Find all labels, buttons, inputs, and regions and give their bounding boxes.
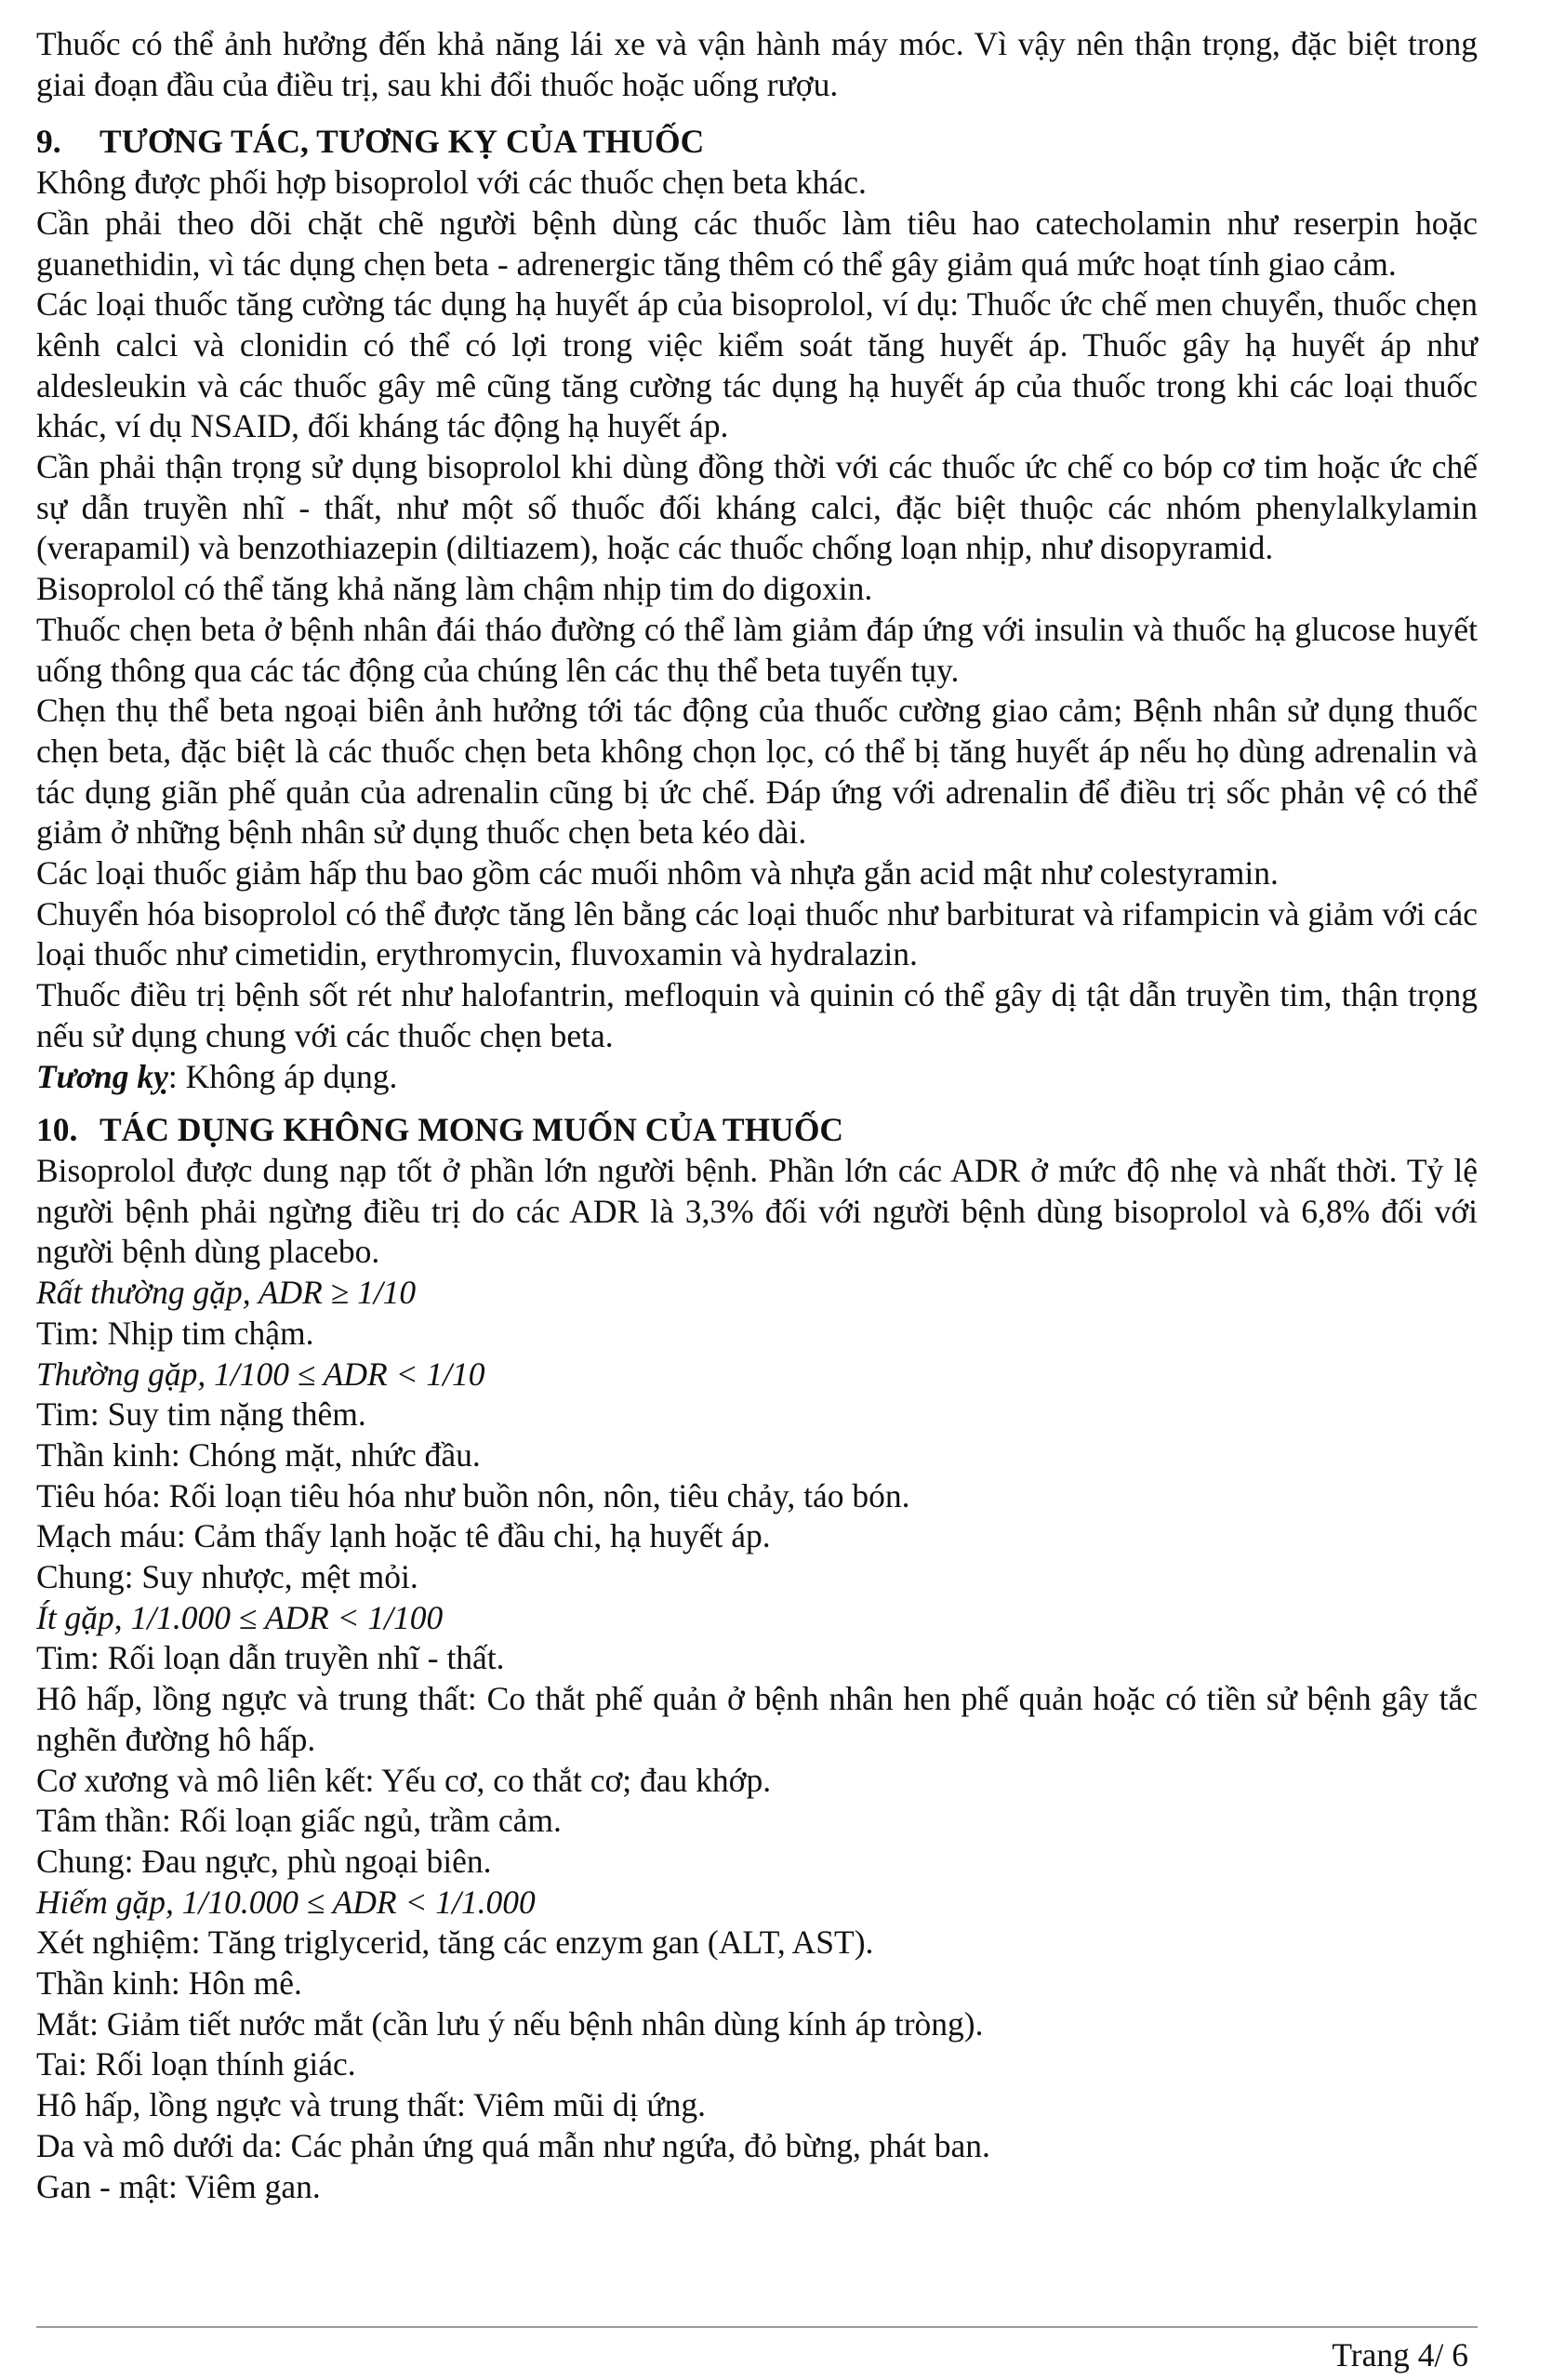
s9-paragraph-9: Chuyển hóa bisoprolol có thể được tăng lên bằng các loại thuốc như barbiturat và rifampicin và giảm với các loại thuốc như cimetidin, erythromycin, fluvoxamin và hydralazin. (36, 894, 1478, 973)
adr-item: Mạch máu: Cảm thấy lạnh hoặc tê đầu chi, hạ huyết áp. (36, 1517, 771, 1555)
s9-paragraph-6: Thuốc chẹn beta ở bệnh nhân đái tháo đường có thể làm giảm đáp ứng với insulin và thuốc hạ glucose huyết uống thông qua các tác động của chúng lên các thụ thể beta tuyến tụy. (36, 610, 1478, 689)
adr-item: Da và mô dưới da: Các phản ứng quá mẫn như ngứa, đỏ bừng, phát ban. (36, 2126, 990, 2164)
freq-very-common: Rất thường gặp, ADR ≥ 1/10 (36, 1274, 417, 1312)
adr-item: Thần kinh: Hôn mê. (36, 1964, 302, 2003)
adr-item: Hô hấp, lồng ngực và trung thất: Co thắt phế quản ở bệnh nhân hen phế quản hoặc có tiền sử bệnh gây tắc nghẽn đường hô hấp. (36, 1680, 1478, 1758)
adr-item: Chung: Đau ngực, phù ngoại biên. (36, 1842, 492, 1880)
adr-item: Hô hấp, lồng ngực và trung thất: Viêm mũi dị ứng. (36, 2086, 706, 2124)
adr-item: Tai: Rối loạn thính giác. (36, 2045, 356, 2083)
adr-item: Tim: Rối loạn dẫn truyền nhĩ - thất. (36, 1639, 505, 1677)
freq-rare: Hiếm gặp, 1/10.000 ≤ ADR < 1/1.000 (36, 1883, 536, 1921)
adr-item: Gan - mật: Viêm gan. (36, 2167, 321, 2205)
footer-divider (36, 2326, 1478, 2328)
section-9-title: TƯƠNG TÁC, TƯƠNG KỴ CỦA THUỐC (99, 123, 705, 161)
s9-paragraph-10: Thuốc điều trị bệnh sốt rét như halofantrin, mefloquin và quinin có thể gây dị tật dẫn truyền tim, thận trọng nếu sử dụng chung với các thuốc chẹn beta. (36, 976, 1478, 1054)
s9-paragraph-4: Cần phải thận trọng sử dụng bisoprolol khi dùng đồng thời với các thuốc ức chế co bóp cơ tim hoặc ức chế sự dẫn truyền nhĩ - thất, như một số thuốc đối kháng calci, đặc biệt thuộc các nhóm phenylalkylamin (verapamil) và benzothiazepin (diltiazem), hoặc các thuốc chống loạn nhịp, như disopyramid. (36, 448, 1478, 567)
incompatibility-text: : Không áp dụng. (167, 1057, 398, 1095)
s9-paragraph-2: Cần phải theo dõi chặt chẽ người bệnh dùng các thuốc làm tiêu hao catecholamin như reserpin hoặc guanethidin, vì tác dụng chẹn beta - adrenergic tăng thêm có thể gây giảm quá mức hoạt tính giao cảm. (36, 204, 1478, 283)
s9-paragraph-7: Chẹn thụ thể beta ngoại biên ảnh hưởng tới tác động của thuốc cường giao cảm; Bệnh nhân sử dụng thuốc chẹn beta, đặc biệt là các thuốc chẹn beta không chọn lọc, có thể bị tăng huyết áp nếu họ dùng adrenalin và tác dụng giãn phế quản của adrenalin cũng bị ức chế. Đáp ứng với adrenalin để điều trị sốc phản vệ có thể giảm ở những bệnh nhân sử dụng thuốc chẹn beta kéo dài. (36, 692, 1478, 852)
adr-item: Tâm thần: Rối loạn giấc ngủ, trầm cảm. (36, 1802, 562, 1840)
section-9-number: 9. (36, 123, 61, 161)
adr-item: Cơ xương và mô liên kết: Yếu cơ, co thắt cơ; đau khớp. (36, 1761, 772, 1799)
incompatibility-label: Tương kỵ (36, 1057, 168, 1095)
intro-paragraph: Thuốc có thể ảnh hưởng đến khả năng lái xe và vận hành máy móc. Vì vậy nên thận trọng, đặc biệt trong giai đoạn đầu của điều trị, sau khi đổi thuốc hoặc uống rượu. (36, 25, 1478, 103)
adr-item: Tim: Nhịp tim chậm. (36, 1314, 314, 1352)
adr-item: Mắt: Giảm tiết nước mắt (cần lưu ý nếu bệnh nhân dùng kính áp tròng). (36, 2004, 984, 2043)
document-page (36, 24, 1478, 2207)
adr-item: Thần kinh: Chóng mặt, nhức đầu. (36, 1435, 481, 1474)
page-number: Trang 4/ 6 (1332, 2336, 1468, 2373)
s10-intro-paragraph: Bisoprolol được dung nạp tốt ở phần lớn người bệnh. Phần lớn các ADR ở mức độ nhẹ và nhất thời. Tỷ lệ người bệnh phải ngừng điều trị do các ADR là 3,3% đối với người bệnh dùng bisoprolol và 6,8% đối với người bệnh dùng placebo. (36, 1151, 1478, 1271)
section-9-heading (36, 122, 1478, 163)
adr-item: Chung: Suy nhược, mệt mỏi. (36, 1558, 418, 1596)
s9-paragraph-3: Các loại thuốc tăng cường tác dụng hạ huyết áp của bisoprolol, ví dụ: Thuốc ức chế men chuyển, thuốc chẹn kênh calci và clonidin có thể có lợi trong việc kiểm soát tăng huyết áp. Thuốc gây hạ huyết áp như aldesleukin và các thuốc gây mê cũng tăng cường tác dụng hạ huyết áp của thuốc trong khi các loại thuốc khác, ví dụ NSAID, đối kháng tác động hạ huyết áp. (36, 285, 1478, 445)
freq-common: Thường gặp, 1/100 ≤ ADR < 1/10 (36, 1355, 485, 1393)
s9-paragraph-1: Không được phối hợp bisoprolol với các thuốc chẹn beta khác. (36, 164, 867, 202)
incompatibility-line (36, 1057, 1478, 1098)
section-10-heading (36, 1110, 1478, 1151)
adr-item: Tiêu hóa: Rối loạn tiêu hóa như buồn nôn, nôn, tiêu chảy, táo bón. (36, 1476, 910, 1514)
s9-paragraph-8: Các loại thuốc giảm hấp thu bao gồm các muối nhôm và nhựa gắn acid mật như colestyramin. (36, 854, 1279, 892)
section-10-title: TÁC DỤNG KHÔNG MONG MUỐN CỦA THUỐC (99, 1111, 844, 1149)
adr-item: Tim: Suy tim nặng thêm. (36, 1395, 366, 1434)
freq-uncommon: Ít gặp, 1/1.000 ≤ ADR < 1/100 (36, 1598, 444, 1636)
section-10-number: 10. (36, 1111, 78, 1149)
s9-paragraph-5: Bisoprolol có thể tăng khả năng làm chậm nhịp tim do digoxin. (36, 570, 873, 608)
adr-item: Xét nghiệm: Tăng triglycerid, tăng các enzym gan (ALT, AST). (36, 1924, 874, 1962)
